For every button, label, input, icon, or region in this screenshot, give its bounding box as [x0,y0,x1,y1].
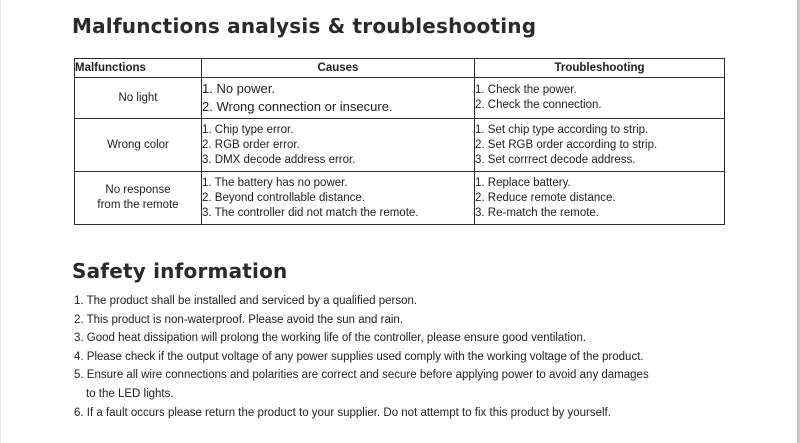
malfunction-cell [75,119,202,172]
cause-item: 1. Chip type error. [202,123,294,136]
table-row [75,119,725,172]
malfunction-text: Wrong color [107,138,169,151]
table-header-row [75,59,725,78]
troubleshooting-item: 3. Set corrrect decode address. [475,153,636,166]
safety-title: Safety information [72,259,288,283]
cause-item: 2. Beyond controllable distance. [202,191,366,204]
table-row [75,78,725,119]
malfunctions-table [74,58,725,225]
cause-item: 3. DMX decode address error. [202,153,356,166]
malfunctions-title: Malfunctions analysis & troubleshooting [72,14,537,38]
troubleshooting-item: 1. Set chip type according to strip. [475,123,649,136]
cause-item: 2. Wrong connection or insecure. [202,99,393,114]
troubleshooting-cell [475,172,725,225]
malfunction-cell [75,78,202,119]
troubleshooting-cell [475,78,725,119]
cause-item: 1. No power. [202,81,275,96]
table-row [75,172,725,225]
malfunction-text: No response [105,184,171,196]
causes-cell [202,78,475,119]
causes-cell [202,119,475,172]
header-causes: Causes [202,59,475,78]
cause-item: 2. RGB order error. [202,138,300,151]
causes-cell [202,172,475,225]
list-item [74,366,649,403]
troubleshooting-cell [475,119,725,172]
safety-list [74,292,649,422]
malfunction-cell [75,172,202,225]
cause-item: 3. The controller did not match the remote. [202,206,419,219]
cause-item: 1. The battery has no power. [202,176,348,189]
list-item: 6. If a fault occurs please return the product to your supplier. Do not attempt to fix this product by yourself. [74,406,611,419]
troubleshooting-item: 3. Re-match the remote. [475,206,599,219]
list-item-text: 5. Ensure all wire connections and polarities are correct and secure before applying power to avoid any damages [74,369,649,382]
troubleshooting-item: 2. Set RGB order according to strip. [475,138,658,151]
troubleshooting-item: 1. Replace battery. [475,176,571,189]
troubleshooting-item: 1. Check the power. [475,84,577,96]
list-item: 3. Good heat dissipation will prolong the working life of the controller, please ensure good ventilation. [74,332,587,345]
troubleshooting-item: 2. Reduce remote distance. [475,191,616,204]
page-left-edge [0,0,1,443]
header-troubleshooting: Troubleshooting [475,59,725,78]
list-item: 2. This product is non-waterproof. Please avoid the sun and rain. [74,313,404,326]
header-malfunctions: Malfunctions [75,59,202,78]
troubleshooting-item: 2. Check the connection. [475,99,602,111]
list-item: 1. The product shall be installed and serviced by a qualified person. [74,295,418,307]
malfunction-text: from the remote [97,199,179,211]
list-item-continuation: to the LED lights. [86,387,174,400]
malfunction-text: No light [118,91,158,104]
list-item: 4. Please check if the output voltage of any power supplies used comply with the working voltage of the product. [74,350,644,363]
